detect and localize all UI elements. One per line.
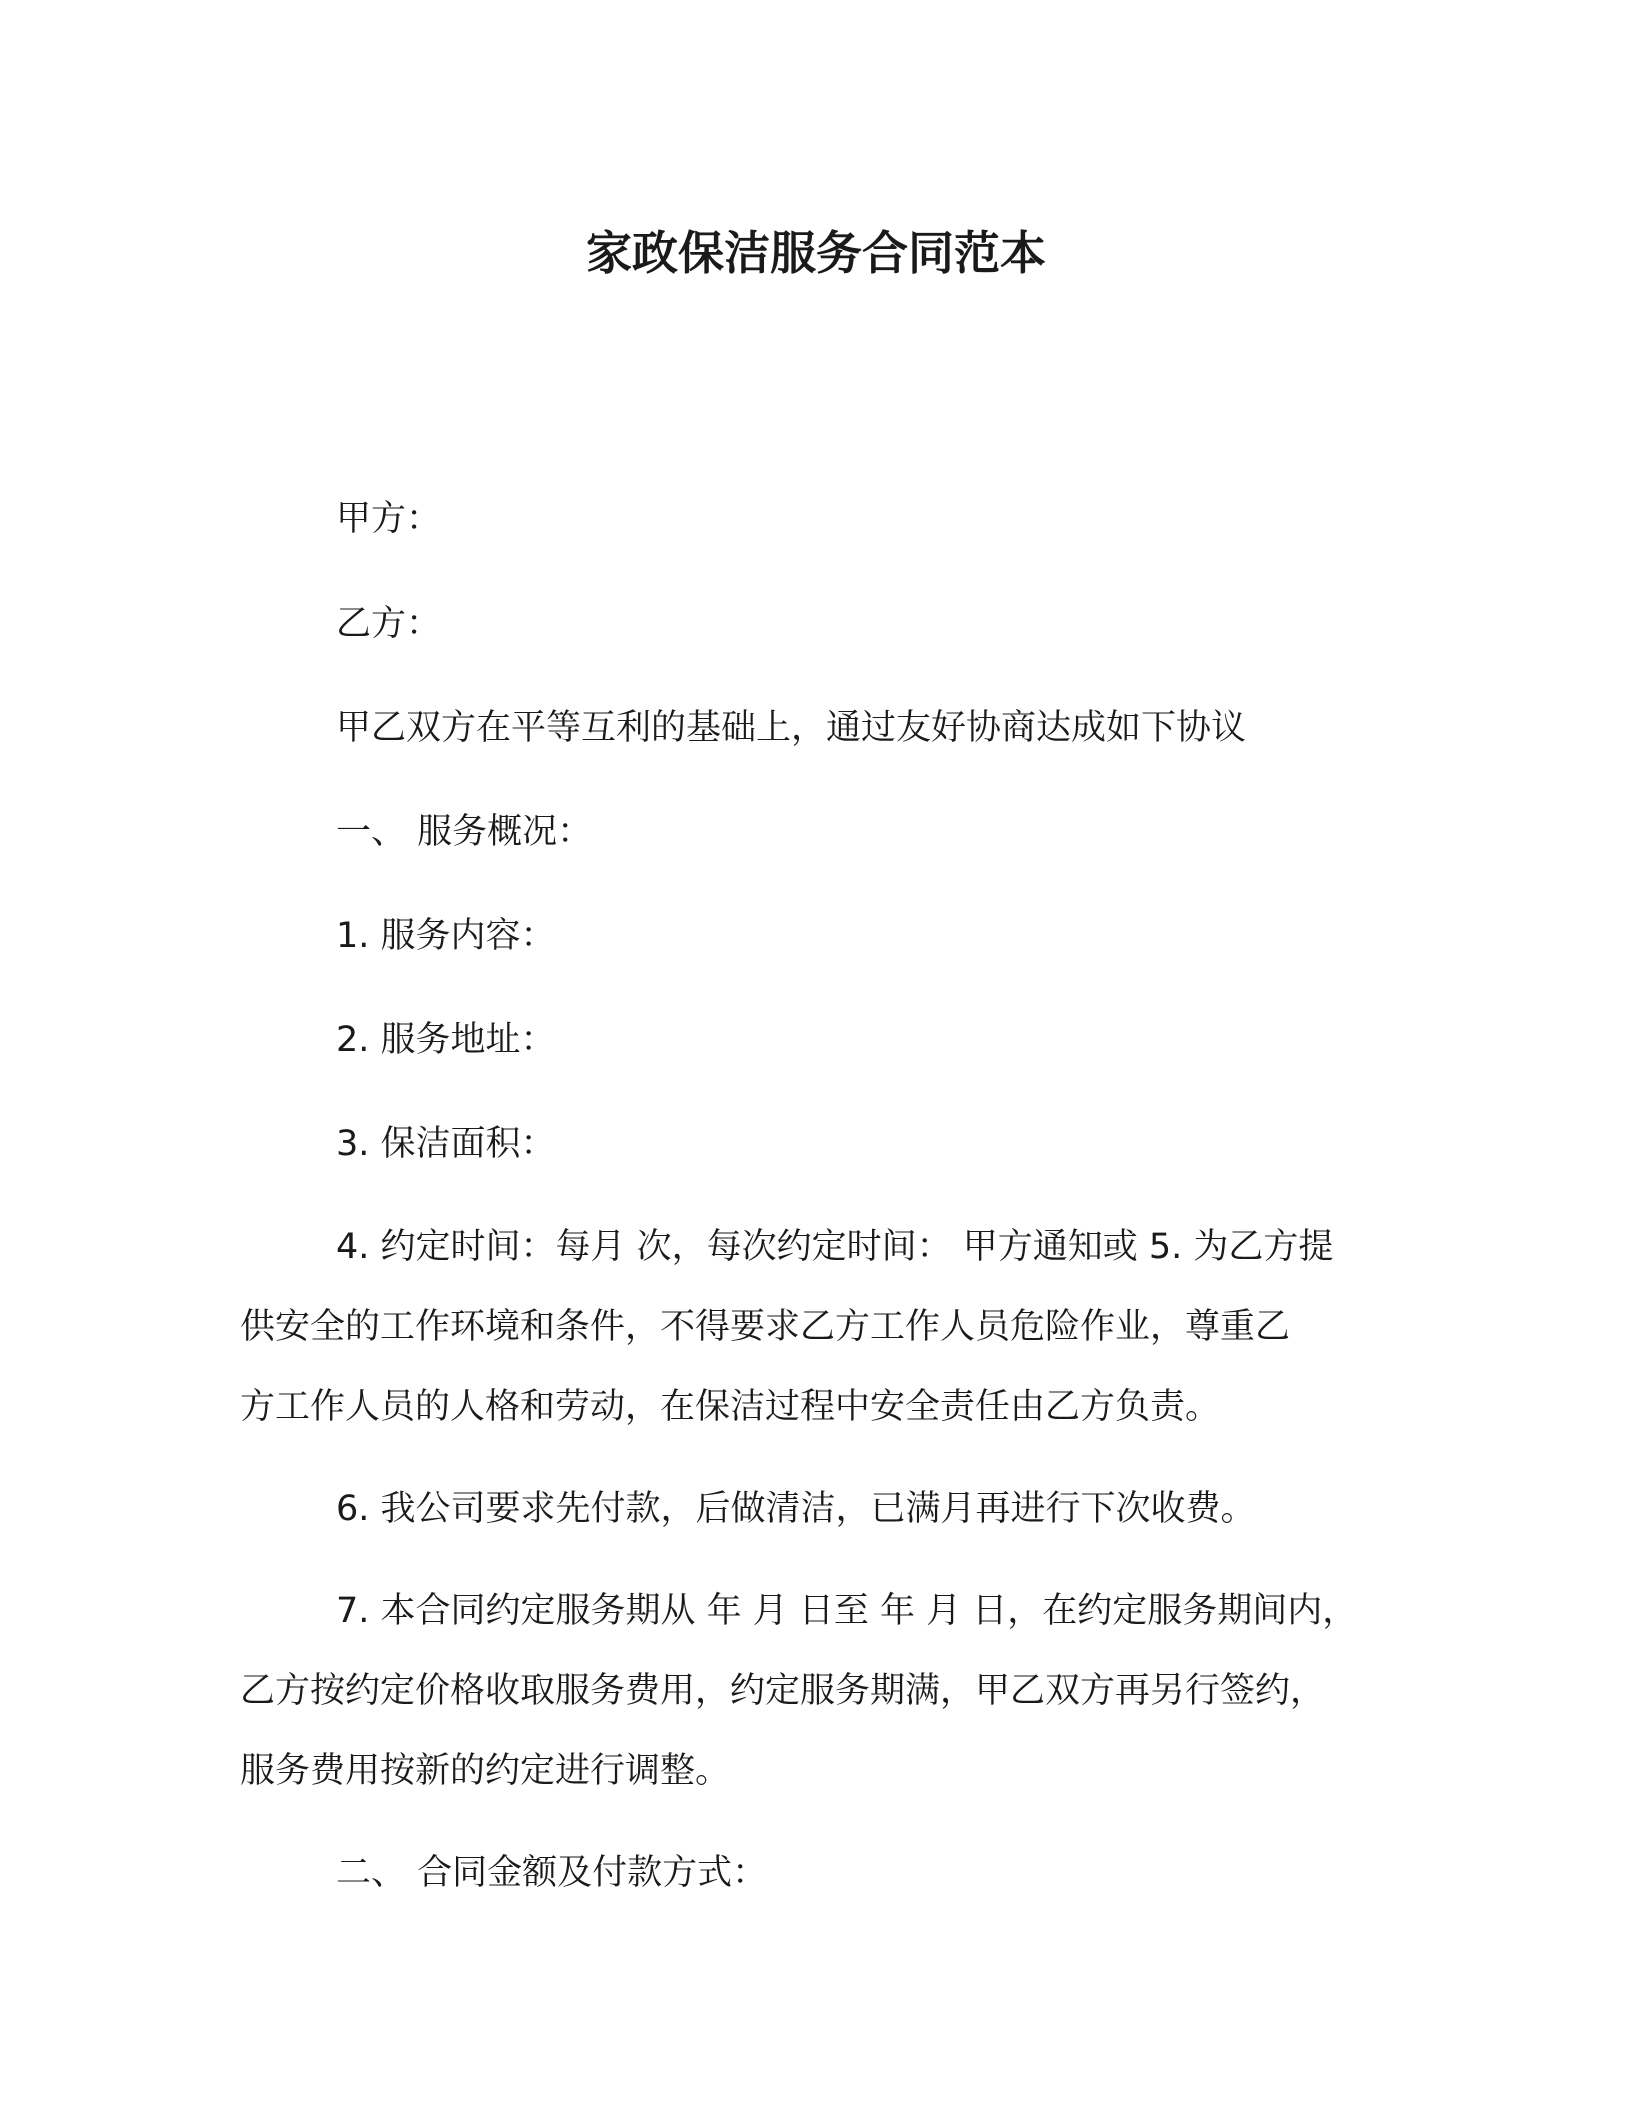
item-7-line-1: 7. 本合同约定服务期从 年 月 日至 年 月 日，在约定服务期间内， <box>336 1591 1358 1631</box>
item-4-line-1: 4. 约定时间：每月 次，每次约定时间： 甲方通知或 5. 为乙方提 <box>336 1227 1334 1267</box>
item-7-line-2: 乙方按约定价格收取服务费用，约定服务期满，甲乙双方再另行签约， <box>240 1671 1326 1711</box>
item-6-payment-note: 6. 我公司要求先付款，后做清洁，已满月再进行下次收费。 <box>336 1489 1256 1529</box>
section-2-heading: 二、 合同金额及付款方式： <box>336 1853 768 1893</box>
item-3-cleaning-area: 3. 保洁面积： <box>336 1124 556 1164</box>
item-4-line-3: 方工作人员的人格和劳动，在保洁过程中安全责任由乙方负责。 <box>240 1387 1221 1427</box>
section-1-heading: 一、 服务概况： <box>336 812 593 852</box>
party-b-label: 乙方： <box>336 604 442 644</box>
party-a-label: 甲方： <box>336 499 442 539</box>
item-2-service-address: 2. 服务地址： <box>336 1020 556 1060</box>
preamble-text: 甲乙双方在平等互利的基础上，通过友好协商达成如下协议 <box>336 708 1247 748</box>
item-7-line-3: 服务费用按新的约定进行调整。 <box>240 1751 731 1791</box>
item-4-line-2: 供安全的工作环境和条件，不得要求乙方工作人员危险作业，尊重乙 <box>240 1307 1291 1347</box>
document-title: 家政保洁服务合同范本 <box>586 226 1046 280</box>
item-1-service-content: 1. 服务内容： <box>336 916 556 956</box>
